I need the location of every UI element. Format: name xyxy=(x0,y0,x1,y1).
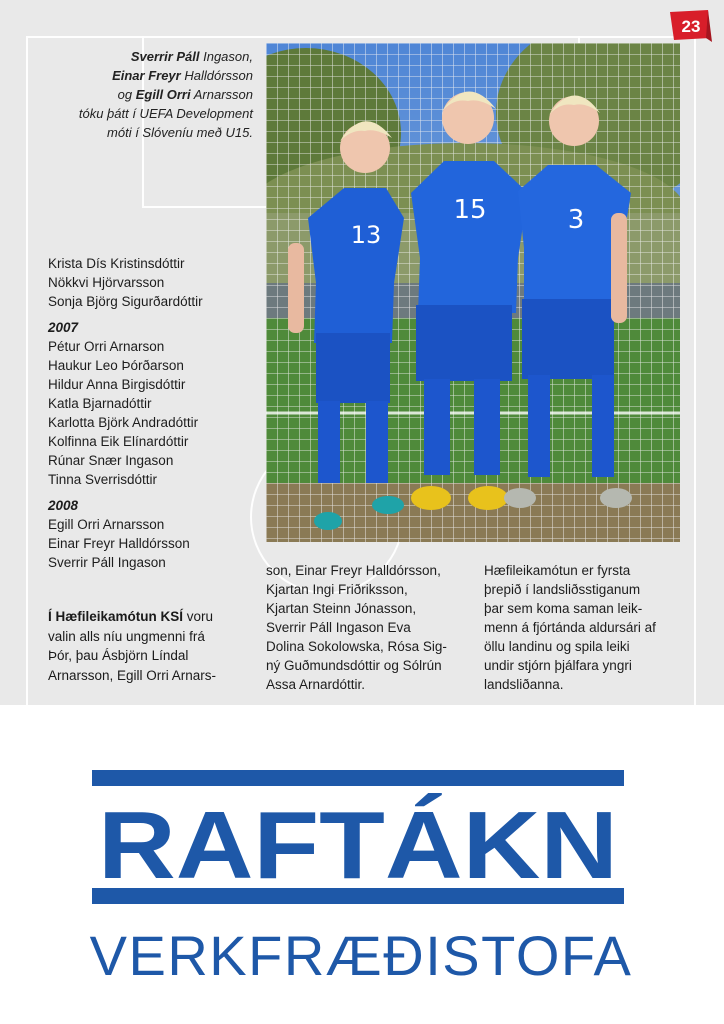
paragraph-lead: Í Hæfileikamótun KSÍ xyxy=(48,609,184,624)
caption-text: Halldórsson xyxy=(180,68,253,83)
paragraph-line: Kjartan Ingi Friðriksson, xyxy=(266,582,408,597)
paragraph-line: ný Guðmundsdóttir og Sólrún xyxy=(266,658,442,673)
list-item: Tinna Sverrisdóttir xyxy=(48,472,158,487)
raftakn-logo xyxy=(92,770,624,905)
page-number: 23 xyxy=(681,17,701,36)
paragraph-line: Dolina Sokolowska, Rósa Sig- xyxy=(266,639,447,654)
paragraph-line: þar sem koma saman leik- xyxy=(484,601,643,616)
brand-subtitle: VERKFRÆÐISTOFA xyxy=(89,924,633,987)
paragraph-line: landsliðanna. xyxy=(484,677,564,692)
paragraph-line: þrepið í landsliðsstiganum xyxy=(484,582,641,597)
paragraph-line: Kjartan Steinn Jónasson, xyxy=(266,601,417,616)
logo-bar-top xyxy=(92,770,624,786)
paragraph-line: Assa Arnardóttir. xyxy=(266,677,366,692)
list-item: Krista Dís Kristinsdóttir xyxy=(48,256,185,271)
paragraph-line: Hæfileikamótun er fyrsta xyxy=(484,563,631,578)
paragraph-line: Arnarsson, Egill Orri Arnars- xyxy=(48,667,217,683)
body-paragraph-start xyxy=(48,607,238,685)
caption-text: og xyxy=(117,87,136,102)
caption-name-3: Egill Orri xyxy=(135,87,191,102)
list-item: Haukur Leo Þórðarson xyxy=(48,358,184,373)
paragraph-line: öllu landinu og spila leiki xyxy=(484,639,630,654)
player-number: 15 xyxy=(453,195,487,225)
year-heading: 2008 xyxy=(48,498,79,513)
year-heading: 2007 xyxy=(48,320,79,335)
list-item: Einar Freyr Halldórsson xyxy=(48,536,190,551)
caption-text: Ingason, xyxy=(199,49,253,64)
caption-name-1: Sverrir Páll xyxy=(130,49,200,64)
list-item: Egill Orri Arnarsson xyxy=(48,517,165,532)
list-item: Karlotta Björk Andradóttir xyxy=(48,415,199,430)
caption-line: tóku þátt í UEFA Development xyxy=(78,106,253,121)
list-item: Kolfinna Eik Elínardóttir xyxy=(48,434,189,449)
photo-caption xyxy=(60,47,253,142)
body-column-2 xyxy=(266,561,466,694)
list-item: Katla Bjarnadóttir xyxy=(48,396,152,411)
paragraph-line: Þór, þau Ásbjörn Líndal xyxy=(48,648,189,663)
list-item: Sonja Björg Sigurðardóttir xyxy=(48,294,203,309)
list-item: Hildur Anna Birgisdóttir xyxy=(48,377,186,392)
list-item: Pétur Orri Arnarson xyxy=(48,339,165,354)
paragraph-line: son, Einar Freyr Halldórsson, xyxy=(266,563,441,578)
caption-line: móti í Slóveníu með U15. xyxy=(107,125,253,140)
paragraph-line: Sverrir Páll Ingason Eva xyxy=(266,620,411,635)
paragraph-line: voru xyxy=(183,609,214,624)
list-item: Sverrir Páll Ingason xyxy=(48,555,166,570)
body-column-3 xyxy=(484,561,684,694)
team-photo xyxy=(266,43,680,542)
caption-name-2: Einar Freyr xyxy=(112,68,181,83)
list-item: Nökkvi Hjörvarsson xyxy=(48,275,165,290)
page-number-flag xyxy=(668,8,712,44)
player-number: 3 xyxy=(567,205,585,235)
names-column xyxy=(48,254,248,572)
paragraph-line: undir stjórn þjálfara yngri xyxy=(484,658,632,673)
paragraph-line: valin alls níu ungmenni frá xyxy=(48,628,205,644)
paragraph-line: menn á fjórtánda aldursári af xyxy=(484,620,656,635)
brand-name: RAFTÁKN xyxy=(98,792,618,899)
player-number: 13 xyxy=(350,221,382,249)
list-item: Rúnar Snær Ingason xyxy=(48,453,174,468)
caption-text: Arnarsson xyxy=(190,87,253,102)
